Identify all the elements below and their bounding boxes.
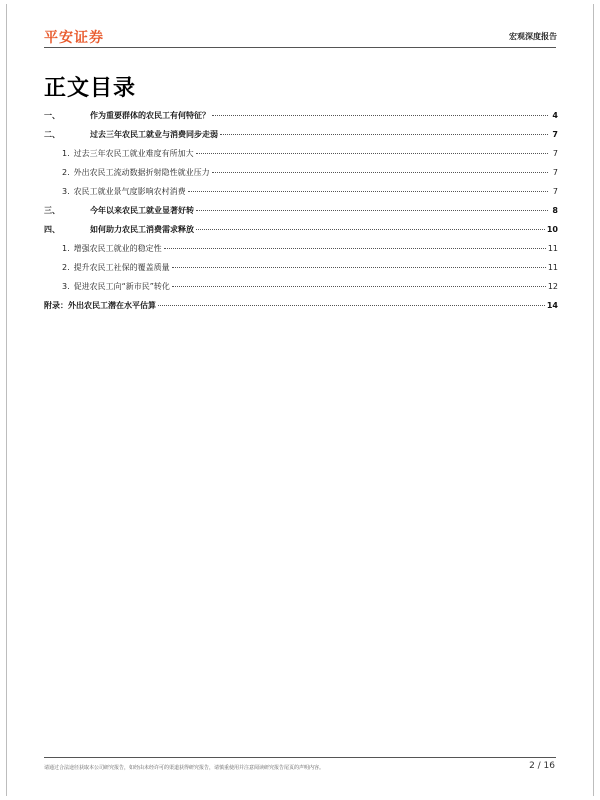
toc-entry-page: 11 [547, 244, 558, 253]
toc-dot-leader [164, 248, 546, 249]
toc-dot-leader [172, 286, 546, 287]
toc-entry-page: 14 [546, 301, 558, 310]
toc-dot-leader [196, 229, 545, 230]
toc-entry-title: 过去三年农民工就业难度有所加大 [73, 149, 194, 158]
toc-dot-leader [196, 210, 548, 211]
brand-logo: 平安证券 [44, 30, 104, 46]
toc-entry-page: 7 [552, 130, 558, 139]
page-title: 正文目录 [44, 76, 137, 101]
toc-entry-number: 三、 [44, 206, 60, 215]
toc-entry-number: 一、 [44, 111, 60, 120]
toc-entry-title: 附录：外出农民工潜在水平估算 [44, 301, 156, 310]
toc-entry-number: 二、 [44, 130, 60, 139]
footer-disclaimer: 请通过合法途径获取本公司研究报告，如经由未经许可的渠道获得研究报告，请慎重使用并注意阅读研究报告尾页的声明内容。 [44, 765, 325, 771]
toc-entry-page: 4 [552, 111, 558, 120]
toc-entry[interactable] [44, 129, 558, 148]
toc-entry[interactable] [44, 300, 558, 319]
footer-divider [44, 757, 556, 758]
toc-entry-page: 8 [552, 206, 558, 215]
toc-dot-leader [212, 115, 548, 116]
report-type-label: 宏观深度报告 [509, 32, 557, 41]
toc-dot-leader [172, 267, 546, 268]
toc-entry-page: 7 [552, 187, 558, 196]
toc-entry-title: 农民工就业景气度影响农村消费 [73, 187, 186, 196]
toc-entry-number: 3. [62, 187, 70, 196]
toc-entry-page: 7 [552, 149, 558, 158]
header-divider [44, 47, 556, 48]
toc-entry-number: 四、 [44, 225, 60, 234]
toc-entry[interactable] [44, 262, 558, 281]
toc-entry[interactable] [44, 167, 558, 186]
toc-entry-number: 2. [62, 168, 70, 177]
toc-entry-page: 11 [547, 263, 558, 272]
toc-entry[interactable] [44, 243, 558, 262]
toc-entry-title: 如何助力农民工消费需求释放 [90, 225, 194, 234]
toc-dot-leader [220, 134, 548, 135]
toc-dot-leader [196, 153, 548, 154]
toc-entry[interactable] [44, 281, 558, 300]
toc-entry[interactable] [44, 110, 558, 129]
toc-entry-page: 12 [547, 282, 558, 291]
toc-entry-number: 2. [62, 263, 70, 272]
toc-entry-page: 7 [552, 168, 558, 177]
toc-dot-leader [188, 191, 548, 192]
toc-entry[interactable] [44, 186, 558, 205]
toc-entry-title: 增强农民工就业的稳定性 [73, 244, 162, 253]
toc-entry-title: 外出农民工流动数据折射隐性就业压力 [73, 168, 210, 177]
toc-entry[interactable] [44, 224, 558, 243]
table-of-contents [44, 110, 558, 319]
toc-entry-title: 作为重要群体的农民工有何特征？ [90, 111, 210, 120]
toc-entry[interactable] [44, 205, 558, 224]
toc-entry-title: 今年以来农民工就业显著好转 [90, 206, 194, 215]
toc-entry-title: 促进农民工向“新市民”转化 [73, 282, 170, 291]
page-number: 2 / 16 [529, 761, 555, 771]
toc-entry-title: 过去三年农民工就业与消费同步走弱 [90, 130, 218, 139]
toc-entry[interactable] [44, 148, 558, 167]
toc-dot-leader [212, 172, 548, 173]
toc-entry-number: 1. [62, 149, 70, 158]
toc-entry-number: 1. [62, 244, 70, 253]
toc-dot-leader [158, 305, 545, 306]
toc-entry-page: 10 [546, 225, 558, 234]
toc-entry-number: 3. [62, 282, 70, 291]
toc-entry-title: 提升农民工社保的覆盖质量 [73, 263, 170, 272]
